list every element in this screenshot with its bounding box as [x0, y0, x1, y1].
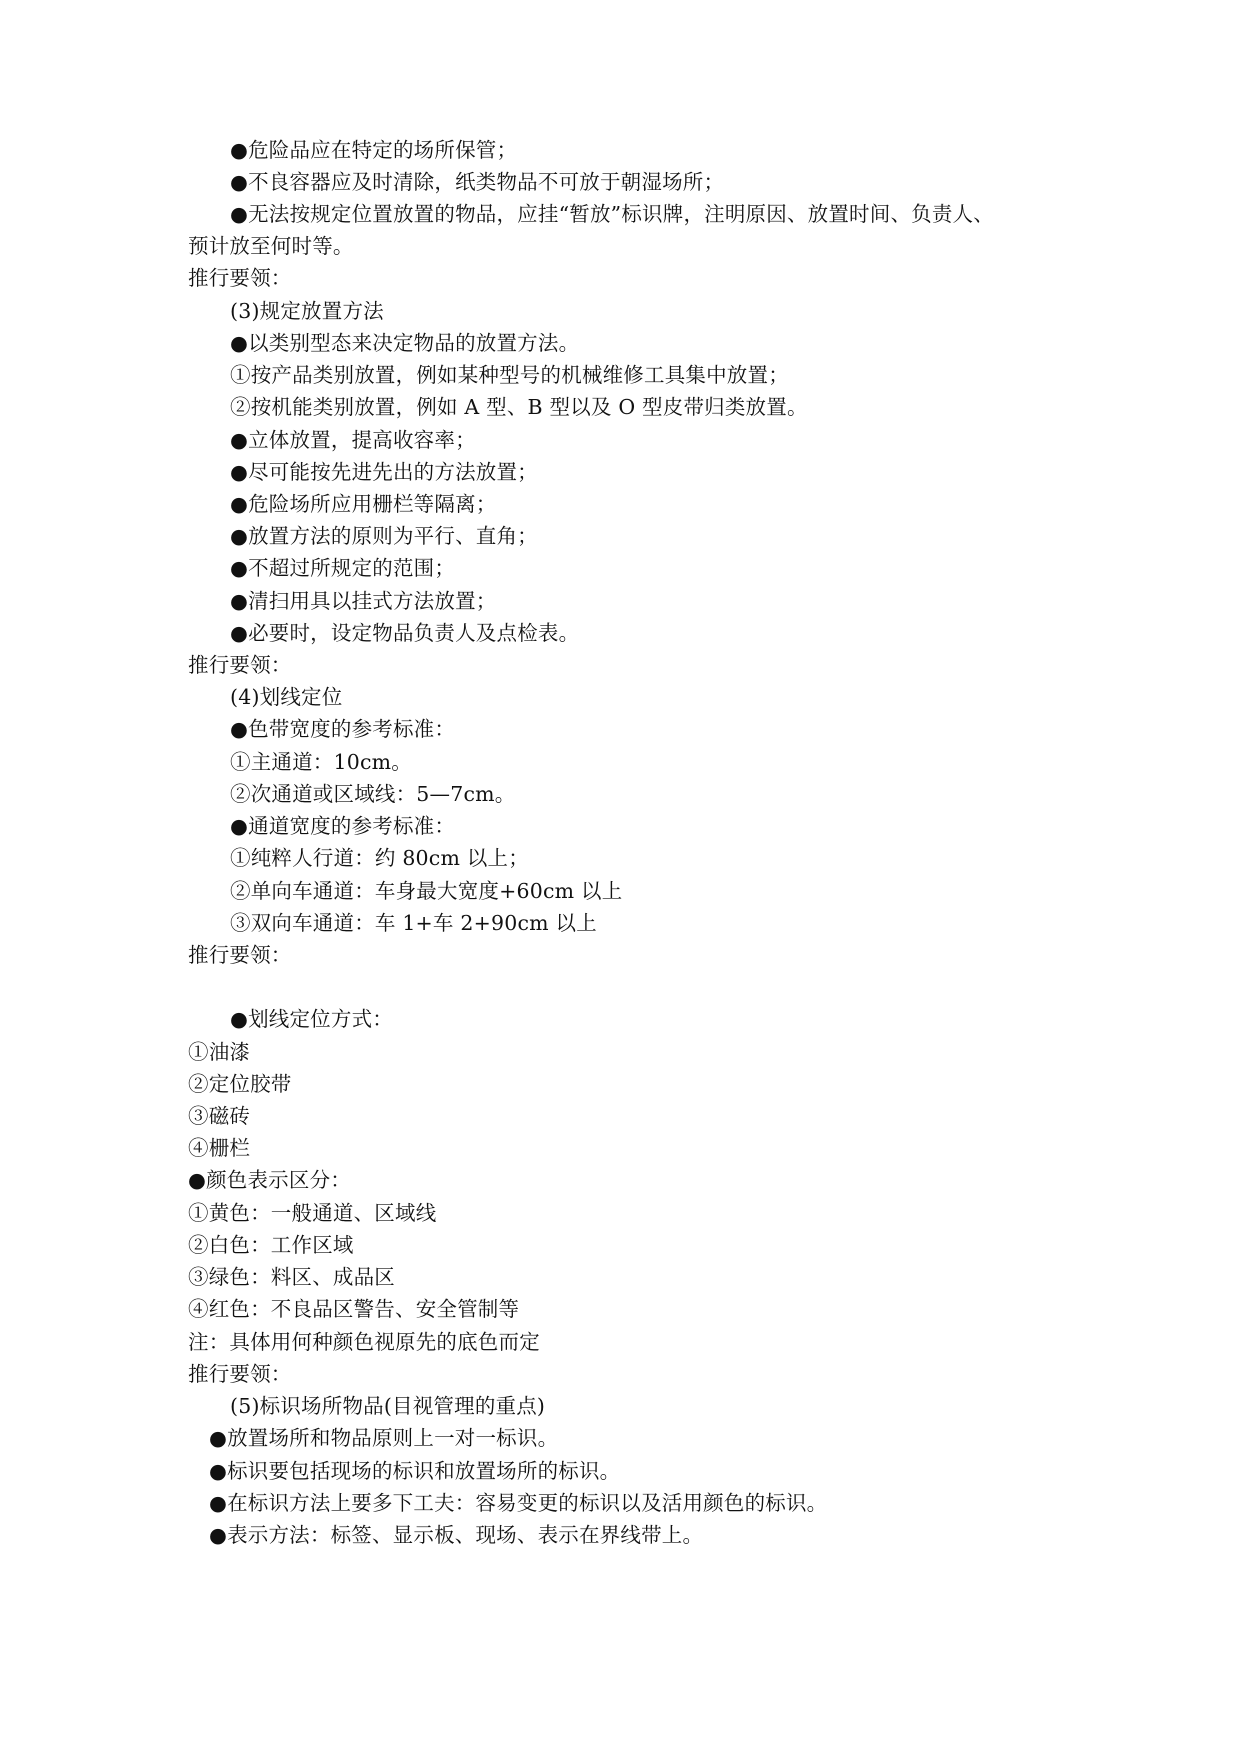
text-line-09: ②按机能类别放置，例如 A 型、B 型以及 O 型皮带归类放置。	[230, 395, 808, 419]
text-line-25: ③双向车通道：车 1+车 2+90cm 以上	[230, 911, 597, 935]
text-line-13: ●放置方法的原则为平行、直角；	[230, 524, 538, 548]
subsection-heading-3: (3)规定放置方法	[230, 299, 384, 323]
text-line-40: ●放置场所和物品原则上一对一标识。	[209, 1426, 559, 1450]
text-line-14: ●不超过所规定的范围；	[230, 556, 456, 580]
section-heading-approach: 推行要领：	[188, 653, 292, 677]
text-line-08: ①按产品类别放置，例如某种型号的机械维修工具集中放置；	[230, 363, 789, 387]
text-line-22: ●通道宽度的参考标准：	[230, 814, 456, 838]
text-line-31: ④栅栏	[188, 1136, 251, 1160]
text-line-33: ①黄色：一般通道、区域线	[188, 1201, 437, 1225]
text-line-36: ④红色：不良品区警告、安全管制等	[188, 1297, 520, 1321]
text-line-20: ①主通道：10cm。	[230, 750, 413, 774]
text-line-43: ●表示方法：标签、显示板、现场、表示在界线带上。	[209, 1523, 704, 1547]
text-line-41: ●标识要包括现场的标识和放置场所的标识。	[209, 1459, 621, 1483]
text-line-11: ●尽可能按先进先出的方法放置；	[230, 460, 538, 484]
text-line-15: ●清扫用具以挂式方法放置；	[230, 589, 497, 613]
subsection-heading-4: (4)划线定位	[230, 685, 343, 709]
text-line-19: ●色带宽度的参考标准：	[230, 717, 456, 741]
section-heading-approach: 推行要领：	[188, 943, 292, 967]
text-line-34: ②白色：工作区域	[188, 1233, 354, 1257]
text-line-29: ②定位胶带	[188, 1072, 292, 1096]
text-line-03: ●无法按规定位置放置的物品，应挂“暂放”标识牌，注明原因、放置时间、负责人、	[230, 202, 994, 226]
text-line-42: ●在标识方法上要多下工夫：容易变更的标识以及活用颜色的标识。	[209, 1491, 828, 1515]
text-line-28: ①油漆	[188, 1040, 251, 1064]
text-line-07: ●以类别型态来决定物品的放置方法。	[230, 331, 580, 355]
text-line-16: ●必要时，设定物品负责人及点检表。	[230, 621, 580, 645]
text-line-30: ③磁砖	[188, 1104, 251, 1128]
text-line-27: ●划线定位方式：	[230, 1007, 393, 1031]
text-line-01: ●危险品应在特定的场所保管；	[230, 138, 518, 162]
text-line-24: ②单向车通道：车身最大宽度+60cm 以上	[230, 879, 623, 903]
section-heading-approach: 推行要领：	[188, 266, 292, 290]
text-line-02: ●不良容器应及时清除，纸类物品不可放于朝湿场所；	[230, 170, 725, 194]
subsection-heading-5: (5)标识场所物品(目视管理的重点)	[230, 1394, 546, 1418]
text-line-12: ●危险场所应用栅栏等隔离；	[230, 492, 497, 516]
text-line-10: ●立体放置，提高收容率；	[230, 428, 476, 452]
text-line-04: 预计放至何时等。	[188, 234, 354, 258]
text-line-35: ③绿色：料区、成品区	[188, 1265, 395, 1289]
text-line-21: ②次通道或区域线：5—7cm。	[230, 782, 516, 806]
note-line: 注：具体用何种颜色视原先的底色而定	[188, 1330, 540, 1354]
text-line-23: ①纯粹人行道：约 80cm 以上；	[230, 846, 529, 870]
section-heading-approach: 推行要领：	[188, 1362, 292, 1386]
text-line-32: ●颜色表示区分：	[188, 1168, 351, 1192]
